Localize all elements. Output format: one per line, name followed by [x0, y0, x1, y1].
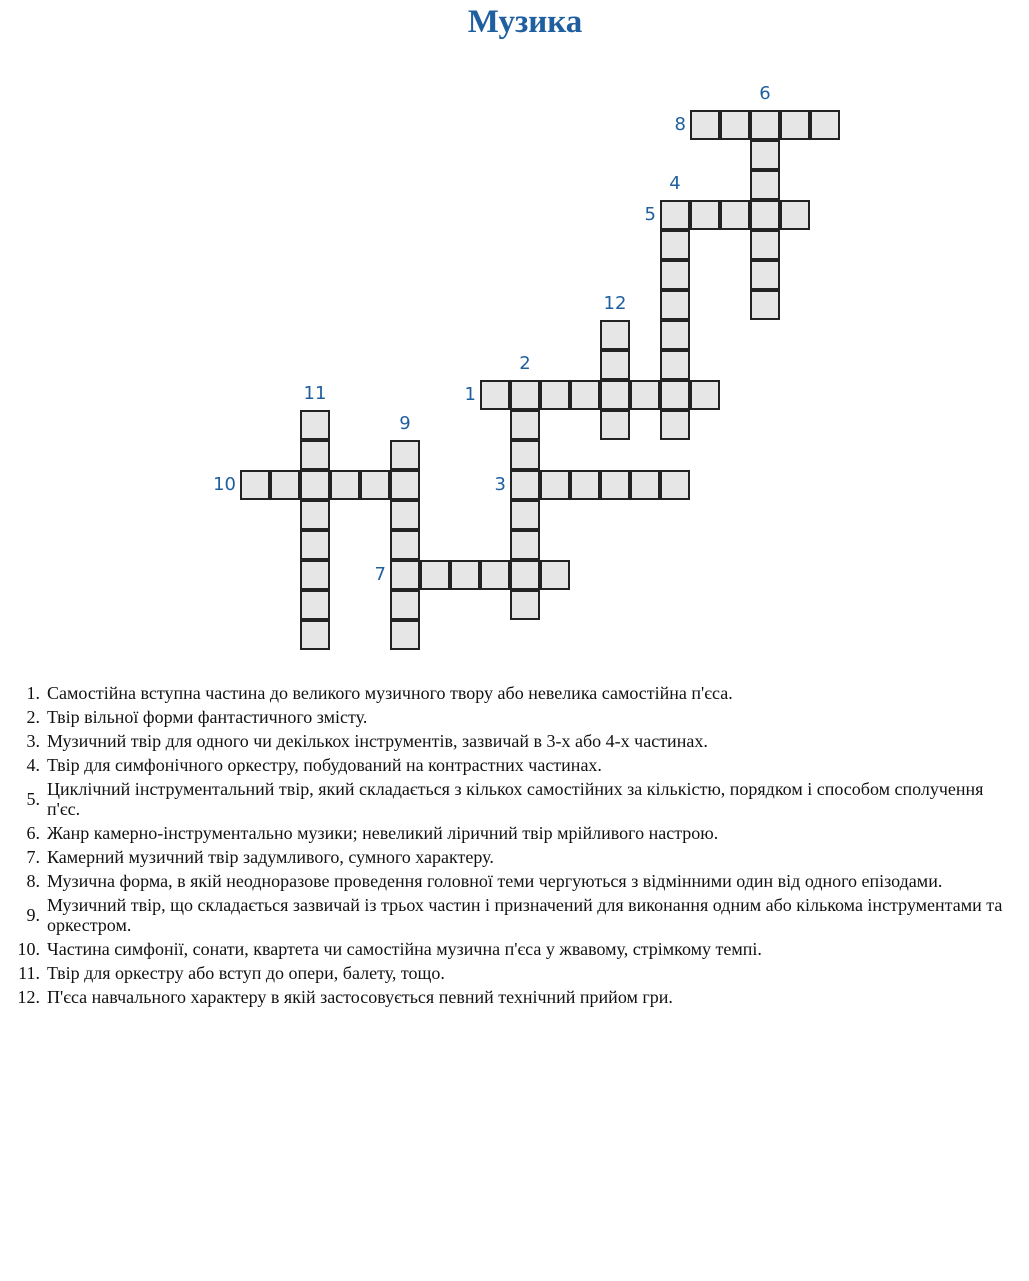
clue-number: 2.	[26, 707, 40, 727]
crossword-cell[interactable]	[570, 380, 600, 410]
crossword-cell[interactable]	[720, 200, 750, 230]
crossword-cell[interactable]	[750, 110, 780, 140]
crossword-cell[interactable]	[540, 470, 570, 500]
crossword-cell[interactable]	[300, 530, 330, 560]
clue-number: 1.	[26, 683, 40, 703]
clue-text: Музичний твір, що складається зазвичай із трьох частин і призначений для виконання одним або кількома інструментами та оркестром.	[47, 895, 1003, 935]
crossword-cell[interactable]	[510, 590, 540, 620]
page-title: Музика	[467, 4, 583, 40]
clue-number: 12.	[17, 987, 40, 1007]
clue-number-label: 6	[759, 83, 771, 104]
clue-text: Твір вільної форми фантастичного змісту.	[47, 707, 368, 727]
crossword-cell[interactable]	[690, 200, 720, 230]
crossword-cell[interactable]	[510, 530, 540, 560]
crossword-cell[interactable]	[360, 470, 390, 500]
clue-item	[0, 939, 1020, 959]
crossword-cell[interactable]	[600, 320, 630, 350]
crossword-cell[interactable]	[630, 470, 660, 500]
crossword-cell[interactable]	[810, 110, 840, 140]
crossword-cell[interactable]	[390, 530, 420, 560]
crossword-cell[interactable]	[300, 410, 330, 440]
clue-number-label: 5	[644, 204, 656, 225]
clue-number-label: 9	[399, 413, 411, 434]
crossword-cell[interactable]	[330, 470, 360, 500]
crossword-cell[interactable]	[720, 110, 750, 140]
crossword-cell[interactable]	[750, 290, 780, 320]
crossword-cell[interactable]	[510, 440, 540, 470]
clue-item	[0, 963, 1020, 983]
clue-list	[0, 683, 1020, 1011]
clue-text: Самостійна вступна частина до великого музичного твору або невелика самостійна п'єса.	[47, 683, 733, 703]
crossword-cell[interactable]	[390, 620, 420, 650]
crossword-cell[interactable]	[690, 110, 720, 140]
crossword-cell[interactable]	[300, 620, 330, 650]
clue-text: Жанр камерно-інструментально музики; невеликий ліричний твір мрійливого настрою.	[47, 823, 719, 843]
clue-item	[0, 847, 1020, 867]
clue-item	[0, 871, 1020, 891]
crossword-cell[interactable]	[510, 470, 540, 500]
crossword-cell[interactable]	[300, 440, 330, 470]
clue-number: 7.	[26, 847, 40, 867]
crossword-cell[interactable]	[660, 470, 690, 500]
clue-item	[0, 707, 1020, 727]
clue-text: Частина симфонії, сонати, квартета чи самостійна музична п'єса у жвавому, стрімкому темпі.	[47, 939, 762, 959]
crossword-cell[interactable]	[750, 230, 780, 260]
crossword-cell[interactable]	[420, 560, 450, 590]
clue-item	[0, 895, 1020, 935]
crossword-cell[interactable]	[660, 260, 690, 290]
clue-number: 6.	[26, 823, 40, 843]
clue-text: Твір для оркестру або вступ до опери, балету, тощо.	[47, 963, 445, 983]
clue-text: Циклічний інструментальний твір, який складається з кількох самостійних за кількістю, порядком і способом сполучення п'єс.	[47, 779, 984, 819]
clue-number: 8.	[26, 871, 40, 891]
crossword-cell[interactable]	[510, 500, 540, 530]
crossword-cell[interactable]	[270, 470, 300, 500]
crossword-cell[interactable]	[510, 560, 540, 590]
crossword-cell[interactable]	[780, 200, 810, 230]
crossword-cell[interactable]	[780, 110, 810, 140]
clue-number-label: 2	[519, 353, 531, 374]
clue-item	[0, 731, 1020, 751]
crossword-cell[interactable]	[750, 260, 780, 290]
crossword-cell[interactable]	[750, 170, 780, 200]
clue-number: 4.	[26, 755, 40, 775]
crossword-cell[interactable]	[540, 560, 570, 590]
clue-text: П'єса навчального характеру в якій застосовується певний технічний прийом гри.	[47, 987, 673, 1007]
crossword-cell[interactable]	[600, 410, 630, 440]
crossword-cell[interactable]	[660, 230, 690, 260]
crossword-cell[interactable]	[570, 470, 600, 500]
clue-text: Музична форма, в якій неодноразове проведення головної теми чергуються з відмінними один від одного епізодами.	[47, 871, 943, 891]
crossword-cell[interactable]	[600, 350, 630, 380]
crossword-cell[interactable]	[660, 200, 690, 230]
crossword-cell[interactable]	[240, 470, 270, 500]
crossword-cell[interactable]	[510, 410, 540, 440]
clue-number: 5.	[26, 789, 40, 809]
crossword-cell[interactable]	[390, 560, 420, 590]
crossword-cell[interactable]	[300, 590, 330, 620]
clue-text: Музичний твір для одного чи декількох інструментів, зазвичай в 3-х або 4-х частинах.	[47, 731, 708, 751]
crossword-cell[interactable]	[750, 200, 780, 230]
clue-number-label: 3	[494, 474, 506, 495]
clue-item	[0, 755, 1020, 775]
clue-text: Твір для симфонічного оркестру, побудований на контрастних частинах.	[47, 755, 602, 775]
crossword-cell[interactable]	[690, 380, 720, 410]
crossword-cell[interactable]	[630, 380, 660, 410]
clue-number-label: 4	[669, 173, 681, 194]
crossword-cell[interactable]	[660, 320, 690, 350]
crossword-cell[interactable]	[390, 440, 420, 470]
clue-number: 10.	[17, 939, 40, 959]
crossword-cell[interactable]	[660, 290, 690, 320]
crossword-cell[interactable]	[450, 560, 480, 590]
crossword-cell[interactable]	[600, 470, 630, 500]
clue-number-label: 10	[213, 474, 236, 495]
crossword-cell[interactable]	[660, 410, 690, 440]
crossword-cell[interactable]	[510, 380, 540, 410]
clue-number-label: 11	[303, 383, 327, 404]
clue-number-label: 12	[603, 293, 627, 314]
crossword-cell[interactable]	[600, 380, 630, 410]
crossword-cell[interactable]	[390, 590, 420, 620]
crossword-cell[interactable]	[480, 380, 510, 410]
clue-item	[0, 823, 1020, 843]
clue-item	[0, 987, 1020, 1007]
crossword-cell[interactable]	[540, 380, 570, 410]
clue-number-label: 8	[674, 114, 686, 135]
clue-item	[0, 683, 1020, 703]
crossword-cell[interactable]	[660, 380, 690, 410]
clue-text: Камерний музичний твір задумливого, сумного характеру.	[47, 847, 494, 867]
crossword-cell[interactable]	[390, 500, 420, 530]
crossword-cell[interactable]	[300, 500, 330, 530]
crossword-cell[interactable]	[480, 560, 510, 590]
clue-number: 3.	[26, 731, 40, 751]
crossword-cell[interactable]	[300, 470, 330, 500]
crossword-cell[interactable]	[750, 140, 780, 170]
crossword-cell[interactable]	[660, 350, 690, 380]
clue-item	[0, 779, 1020, 819]
crossword-cell[interactable]	[390, 470, 420, 500]
crossword-cell[interactable]	[300, 560, 330, 590]
clue-number: 11.	[18, 963, 40, 983]
clue-number-label: 1	[464, 384, 476, 405]
clue-number-label: 7	[374, 564, 386, 585]
clue-number: 9.	[26, 905, 40, 925]
